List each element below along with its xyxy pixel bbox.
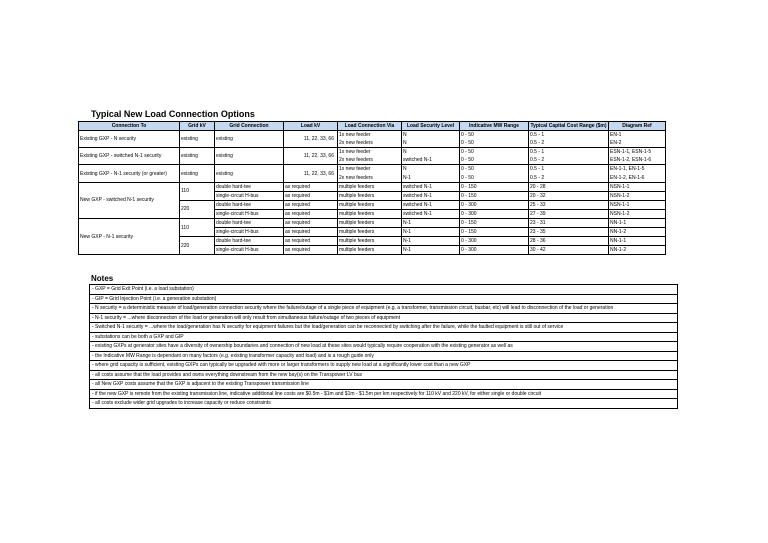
cell-security: N-1 (402, 246, 460, 255)
cell-grid-connection: single-circuit H-bus (215, 246, 284, 255)
cell-connection-via: multiple feeders (338, 228, 402, 237)
cell-grid-connection: single-circuit H-bus (215, 191, 284, 200)
cell-cost-range: 0.5 - 1 (529, 148, 609, 157)
cell-diagram-ref: NSN-1-2 (609, 209, 666, 218)
header-capital-cost-range: Typical Capital Cost Range ($m) (530, 123, 607, 129)
cell-security: switched N-1 (402, 182, 460, 191)
cell-grid-kv: existing (180, 148, 215, 165)
header-diagram-ref: Diagram Ref (609, 122, 666, 131)
note-item: - existing GXPs at generator sites have a diversity of ownership boundaries and connection of new load at these sites would typically require cooperation with the existing generator as well as (89, 342, 678, 352)
header-load-connection-via: Load Connection Via (338, 122, 402, 131)
header-grid-kv: Grid kV (180, 122, 215, 131)
table-row (79, 131, 666, 140)
cell-grid-connection: single-circuit H-bus (215, 228, 284, 237)
cell-connection-to: Existing GXP - N security (79, 131, 180, 148)
cell-diagram-ref: EN-1 (609, 131, 666, 140)
cell-connection-via: 1x new feeder (338, 148, 402, 157)
note-item: - all New GXP costs assume that the GXP is adjacent to the existing Transpower transmission line (89, 380, 678, 390)
cell-mw-range: 0 - 50 (460, 174, 529, 183)
cell-cost-range: 0.5 - 2 (529, 156, 609, 165)
table-row (79, 182, 666, 191)
cell-connection-to: Existing GXP - N-1 security (or greater) (79, 165, 180, 182)
cell-mw-range: 0 - 300 (460, 209, 529, 218)
cell-grid-connection: existing (215, 148, 284, 165)
cell-cost-range: 23 - 31 (529, 219, 609, 228)
cell-security: switched N-1 (402, 209, 460, 218)
cell-mw-range: 0 - 150 (460, 228, 529, 237)
cell-diagram-ref: NSN-1-2 (609, 191, 666, 200)
cell-security: N (402, 165, 460, 174)
cell-grid-connection: existing (215, 131, 284, 148)
header-grid-connection: Grid Connection (215, 122, 284, 131)
cell-security: N-1 (402, 237, 460, 246)
cell-connection-to: Existing GXP - switched N-1 security (79, 148, 180, 165)
cell-diagram-ref: NN-1-1 (609, 219, 666, 228)
cell-connection-via: 1x new feeder (338, 131, 402, 140)
note-item: - substations can be both a GXP and GIP (89, 333, 678, 343)
cell-cost-range: 0.5 - 1 (529, 131, 609, 140)
cell-security: switched N-1 (402, 156, 460, 165)
cell-mw-range: 0 - 50 (460, 139, 529, 148)
cell-grid-kv: existing (180, 131, 215, 148)
cell-security: N (402, 131, 460, 140)
cell-load-kv: as required (284, 200, 338, 209)
cell-load-kv: 11, 22, 33, 66 (284, 131, 338, 148)
cell-cost-range: 20 - 32 (529, 191, 609, 200)
cell-diagram-ref: NN-1-2 (609, 228, 666, 237)
cell-diagram-ref: EN-1-1, EN-1-5 (609, 165, 666, 174)
cell-connection-via: 1x new feeder (338, 165, 402, 174)
cell-mw-range: 0 - 300 (460, 237, 529, 246)
notes-list (89, 284, 678, 409)
header-connection-to: Connection To (79, 122, 180, 131)
cell-mw-range: 0 - 150 (460, 191, 529, 200)
cell-diagram-ref: NSN-1-1 (609, 182, 666, 191)
cell-load-kv: as required (284, 237, 338, 246)
note-item: - all costs exclude wider grid upgrades to increase capacity or reduce constraints (89, 399, 678, 409)
cell-connection-via: multiple feeders (338, 209, 402, 218)
cell-grid-connection: existing (215, 165, 284, 182)
cell-mw-range: 0 - 50 (460, 131, 529, 140)
note-item: - N security = a deterministic measure of load/generation connection security where the failure/outage of a single piece of equipment (e.g. a transformer, transmission circuit, busbar, etc) will lead to disconnection of the load or generation (89, 304, 678, 314)
cell-load-kv: 11, 22, 33, 66 (284, 165, 338, 182)
cell-connection-via: 2x new feeders (338, 139, 402, 148)
cell-grid-kv: existing (180, 165, 215, 182)
cell-cost-range: 25 - 33 (529, 200, 609, 209)
cell-connection-to: New GXP - switched N-1 security (79, 182, 180, 218)
cell-diagram-ref: NSN-1-1 (609, 200, 666, 209)
cell-connection-via: multiple feeders (338, 237, 402, 246)
cell-load-kv: as required (284, 182, 338, 191)
cell-mw-range: 0 - 50 (460, 156, 529, 165)
note-item: - if the new GXP is remote from the existing transmission line, indicative additional line costs are $0.5m - $1m and $1m - $1.5m per km respectively for 110 kV and 220 kV, for either single or double circuit (89, 390, 678, 400)
cell-mw-range: 0 - 150 (460, 182, 529, 191)
header-row (79, 122, 666, 131)
cell-security: N-1 (402, 174, 460, 183)
cell-diagram-ref: ESN-1-2, ESN-1-6 (609, 156, 666, 165)
header-load-security-level: Load Security Level (402, 122, 460, 131)
cell-diagram-ref: NN-1-1 (609, 237, 666, 246)
table-row (79, 148, 666, 157)
cell-connection-via: multiple feeders (338, 182, 402, 191)
cell-security: N-1 (402, 219, 460, 228)
note-item: - Switched N-1 security = ...where the load/generation has N security for equipment failures but the load/generation can be reconnected by switching after the failure, while the faulted equipment is still out of service (89, 323, 678, 333)
cell-connection-via: multiple feeders (338, 200, 402, 209)
cell-connection-via: 2x new feeders (338, 156, 402, 165)
cell-connection-via: 2x new feeders (338, 174, 402, 183)
cell-grid-connection: double hard-tee (215, 182, 284, 191)
header-indicative-mw-range: Indicative MW Range (460, 122, 529, 131)
cell-mw-range: 0 - 300 (460, 246, 529, 255)
cell-connection-via: multiple feeders (338, 219, 402, 228)
cell-security: switched N-1 (402, 191, 460, 200)
page-title: Typical New Load Connection Options (91, 109, 255, 119)
cell-load-kv: as required (284, 228, 338, 237)
cell-grid-kv: 110 (180, 219, 215, 237)
cell-mw-range: 0 - 150 (460, 219, 529, 228)
connection-options-table (78, 121, 666, 255)
cell-load-kv: as required (284, 219, 338, 228)
cell-grid-connection: double hard-tee (215, 219, 284, 228)
cell-grid-connection: single-circuit H-bus (215, 209, 284, 218)
cell-load-kv: 11, 22, 33, 66 (284, 148, 338, 165)
cell-cost-range: 28 - 36 (529, 237, 609, 246)
note-item: - GXP = Grid Exit Point (i.e. a load substation) (89, 285, 678, 295)
table-row (79, 165, 666, 174)
cell-connection-to: New GXP - N-1 security (79, 219, 180, 255)
note-item: - where grid capacity is sufficient, existing GXPs can typically be upgraded with more or larger transformers to supply new load at a significantly lower cost than a new GXP (89, 361, 678, 371)
cell-cost-range: 0.5 - 2 (529, 174, 609, 183)
cell-grid-kv: 220 (180, 200, 215, 218)
cell-grid-kv: 110 (180, 182, 215, 200)
table-row (79, 219, 666, 228)
note-item: - GIP = Grid Injection Point (i.e. a generation substation) (89, 295, 678, 305)
cell-load-kv: as required (284, 246, 338, 255)
cell-cost-range: 23 - 35 (529, 228, 609, 237)
cell-security: N (402, 139, 460, 148)
cell-grid-connection: double hard-tee (215, 237, 284, 246)
cell-cost-range: 0.5 - 1 (529, 165, 609, 174)
cell-diagram-ref: NN-1-2 (609, 246, 666, 255)
cell-cost-range: 20 - 28 (529, 182, 609, 191)
cell-diagram-ref: EN-1-2, EN-1-6 (609, 174, 666, 183)
cell-mw-range: 0 - 50 (460, 148, 529, 157)
cell-cost-range: 30 - 42 (529, 246, 609, 255)
cell-diagram-ref: ESN-1-1, ESN-1-5 (609, 148, 666, 157)
cell-cost-range: 0.5 - 2 (529, 139, 609, 148)
cell-grid-kv: 220 (180, 237, 215, 255)
cell-cost-range: 27 - 39 (529, 209, 609, 218)
header-load-kv: Load kV (284, 122, 338, 131)
cell-diagram-ref: EN-2 (609, 139, 666, 148)
cell-grid-connection: double hard-tee (215, 200, 284, 209)
note-item: - the Indicative MW Range is dependant on many factors (e.g. existing transformer capacity and load) and is a rough guide only (89, 352, 678, 362)
cell-security: N (402, 148, 460, 157)
cell-mw-range: 0 - 50 (460, 165, 529, 174)
cell-load-kv: as required (284, 191, 338, 200)
note-item: - N-1 security = ...where disconnection of the load or generation will only result from simultaneous failure/outage of two pieces of equipment (89, 314, 678, 324)
cell-connection-via: multiple feeders (338, 246, 402, 255)
notes-heading: Notes (91, 274, 114, 283)
cell-connection-via: multiple feeders (338, 191, 402, 200)
cell-mw-range: 0 - 300 (460, 200, 529, 209)
cell-security: N-1 (402, 228, 460, 237)
cell-load-kv: as required (284, 209, 338, 218)
note-item: - all costs assume that the load provides and owns everything downstream from the new bay(s) on the Transpower LV bus (89, 371, 678, 381)
cell-security: switched N-1 (402, 200, 460, 209)
